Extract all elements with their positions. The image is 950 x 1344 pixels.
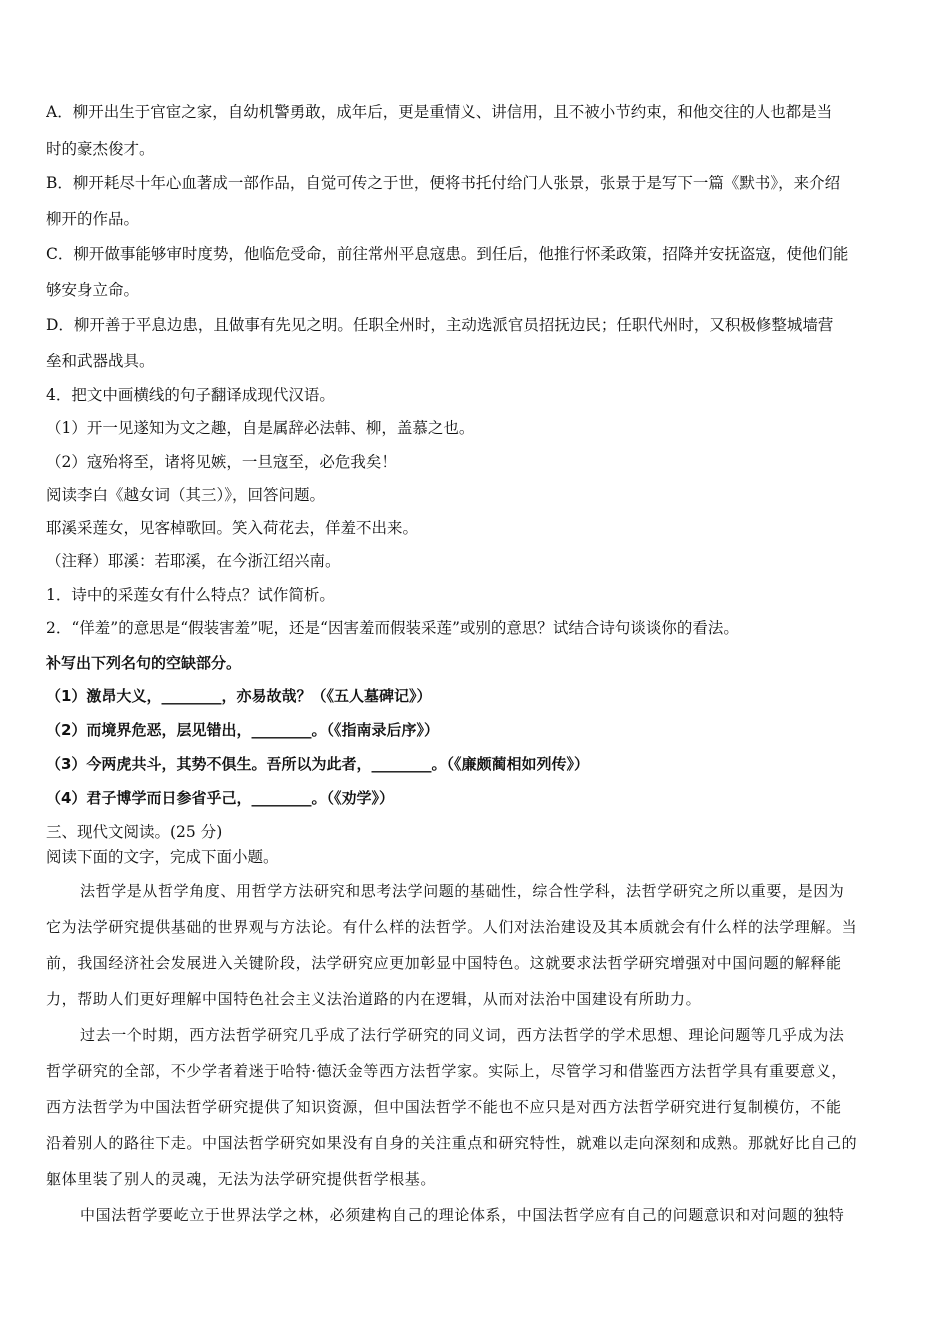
option-a-line-2: 时的豪杰俊才。 bbox=[46, 140, 155, 158]
option-d-line-2: 垒和武器战具。 bbox=[46, 352, 155, 370]
passage-p1-line-4: 力，帮助人们更好理解中国特色社会主义法治道路的内在逻辑，从而对法治中国建设有所助力。 bbox=[46, 990, 702, 1008]
poem-question-1: 1．诗中的采莲女有什么特点？试作简析。 bbox=[46, 586, 335, 604]
fill-blank-item-1: （1）激昂大义，________，亦易故哉？（《五人墓碑记》） bbox=[46, 687, 432, 705]
passage-p2-line-2: 哲学研究的全部，不少学者着迷于哈特·德沃金等西方法哲学家。实际上，尽管学习和借鉴西方法哲学具有重要意义， bbox=[46, 1062, 847, 1080]
passage-p2-line-5: 躯体里装了别人的灵魂，无法为法学研究提供哲学根基。 bbox=[46, 1170, 437, 1188]
translation-question: 4．把文中画横线的句子翻译成现代汉语。 bbox=[46, 386, 335, 404]
poem-text: 耶溪采莲女，见客棹歌回。笑入荷花去，佯羞不出来。 bbox=[46, 519, 419, 537]
passage-p1-line-1: 法哲学是从哲学角度、用哲学方法研究和思考法学问题的基础性，综合性学科，法哲学研究之所以重要，是因为 bbox=[80, 882, 845, 900]
translation-item-2: （2）寇殆将至，诸将见嫉，一旦寇至，必危我矣！ bbox=[46, 453, 397, 471]
fill-blank-item-4: （4）君子博学而日参省乎己，________。（《劝学》） bbox=[46, 789, 394, 807]
option-a-line-1: A．柳开出生于官宦之家，自幼机警勇敢，成年后，更是重情义、讲信用，且不被小节约束，和他交往的人也都是当 bbox=[46, 103, 833, 121]
section-3-heading: 三、现代文阅读。(25 分) bbox=[46, 823, 223, 841]
passage-p2-line-3: 西方法哲学为中国法哲学研究提供了知识资源，但中国法哲学不能也不应只是对西方法哲学研究进行复制模仿，不能 bbox=[46, 1098, 842, 1116]
section-3-instruction: 阅读下面的文字，完成下面小题。 bbox=[46, 848, 279, 866]
poem-note: （注释）耶溪：若耶溪，在今浙江绍兴南。 bbox=[46, 552, 341, 570]
fill-blanks-title: 补写出下列名句的空缺部分。 bbox=[46, 654, 242, 672]
poem-intro: 阅读李白《越女词（其三）》，回答问题。 bbox=[46, 486, 326, 504]
passage-p2-line-1: 过去一个时期，西方法哲学研究几乎成了法行学研究的同义词，西方法哲学的学术思想、理论问题等几乎成为法 bbox=[80, 1026, 845, 1044]
passage-p2-line-4: 沿着别人的路往下走。中国法哲学研究如果没有自身的关注重点和研究特性，就难以走向深刻和成熟。那就好比自己的 bbox=[46, 1134, 858, 1152]
option-d-line-1: D．柳开善于平息边患，且做事有先见之明。任职全州时，主动选派官员招抚边民；任职代州时，又积极修整城墙营 bbox=[46, 316, 834, 334]
poem-question-2: 2．“佯羞”的意思是“假装害羞”呢，还是“因害羞而假装采莲”或别的意思？试结合诗句谈谈你的看法。 bbox=[46, 619, 739, 637]
option-b-line-1: B．柳开耗尽十年心血著成一部作品，自觉可传之于世，便将书托付给门人张景，张景于是写下一篇《默书》，来介绍 bbox=[46, 174, 841, 192]
fill-blank-item-2: （2）而境界危恶，层见错出，________。（《指南录后序》） bbox=[46, 721, 439, 739]
passage-p1-line-2: 它为法学研究提供基础的世界观与方法论。有什么样的法哲学。人们对法治建设及其本质就会有什么样的法学理解。当 bbox=[46, 918, 858, 936]
fill-blank-item-3: （3）今两虎共斗，其势不俱生。吾所以为此者，________。（《廉颇蔺相如列传》） bbox=[46, 755, 589, 773]
option-b-line-2: 柳开的作品。 bbox=[46, 210, 140, 228]
passage-p3-line-1: 中国法哲学要屹立于世界法学之林，必须建构自己的理论体系，中国法哲学应有自己的问题意识和对问题的独特 bbox=[80, 1206, 845, 1224]
option-c-line-1: C．柳开做事能够审时度势，他临危受命，前往常州平息寇患。到任后，他推行怀柔政策，招降并安抚盗寇，使他们能 bbox=[46, 245, 849, 263]
passage-p1-line-3: 前，我国经济社会发展进入关键阶段，法学研究应更加彰显中国特色。这就要求法哲学研究增强对中国问题的解释能 bbox=[46, 954, 842, 972]
option-c-line-2: 够安身立命。 bbox=[46, 281, 140, 299]
translation-item-1: （1）开一见遂知为文之趣，自是属辞必法韩、柳，盖慕之也。 bbox=[46, 419, 475, 437]
